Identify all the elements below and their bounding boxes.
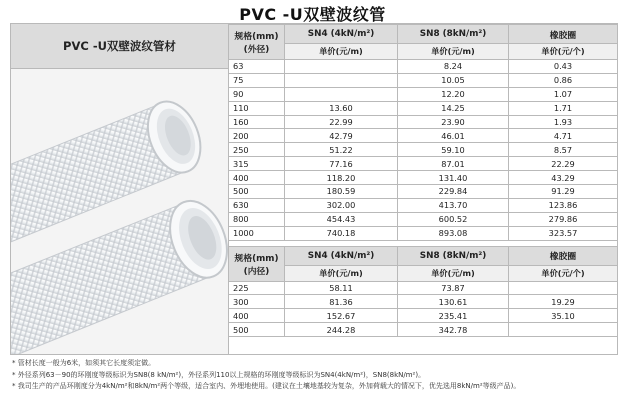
spec-cell: 160 [229, 115, 285, 129]
spec-cell: 500 [229, 323, 285, 337]
rubber-ring-price-cell: 1.07 [509, 87, 618, 101]
sn8-price-cell: 14.25 [398, 101, 509, 115]
rubber-ring-price-cell: 323.57 [509, 226, 618, 240]
sn4-price-cell: 13.60 [285, 101, 398, 115]
spec-cell: 1000 [229, 226, 285, 240]
sn8-price-cell: 73.87 [398, 281, 509, 295]
sn4-price-cell: 51.22 [285, 143, 398, 157]
inner-diameter-table [228, 246, 618, 338]
rubber-ring-price-cell: 91.29 [509, 185, 618, 199]
footnote-2: * 外径系列63－90的环刚度等级标识为SN8(8 kN/m²)，外径系列110以上规格的环刚度等级标识为SN4(4kN/m²)，SN8(8kN/m²)。 [12, 370, 426, 379]
sn4-price-cell: 118.20 [285, 171, 398, 185]
spec-cell: 500 [229, 185, 285, 199]
sn8-price-cell: 130.61 [398, 295, 509, 309]
sn4-header [285, 25, 398, 44]
spec-cell: 225 [229, 281, 285, 295]
spec-header-inner: 规格(mm) (内径) [229, 246, 285, 281]
sn4-header-inner-label: SN4 (4kN/m²) [307, 250, 375, 261]
sn8-header [398, 25, 509, 44]
price-table-panel [10, 23, 618, 355]
footnotes [12, 358, 618, 393]
rubber-ring-price-cell: 0.43 [509, 60, 618, 74]
table-row [229, 226, 618, 240]
rubber-ring-price-cell: 43.29 [509, 171, 618, 185]
sn4-price-cell: 152.67 [285, 309, 398, 323]
outer-diameter-table [228, 24, 618, 241]
sn4-price-cell: 302.00 [285, 198, 398, 212]
rubber-ring-price-cell: 22.29 [509, 157, 618, 171]
sn8-price-cell: 893.08 [398, 226, 509, 240]
rubber-ring-price-cell: 35.10 [509, 309, 618, 323]
table-row [229, 309, 618, 323]
table-row [229, 73, 618, 87]
price-tables [228, 24, 617, 337]
spec-cell: 315 [229, 157, 285, 171]
footnote-3: * 我司生产的产品环刚度分为4kN/m²和8kN/m²两个等级，适合室内、外埋地使用。(建议在土壤地基较为复杂，外加荷载大的情况下，优先选用8kN/m²等级产品)。 [12, 382, 521, 390]
rubber-ring-unit-inner: 单价(元/个) [509, 265, 618, 281]
table-row [229, 198, 618, 212]
table-row [229, 281, 618, 295]
rubber-ring-unit: 单价(元/个) [509, 44, 618, 60]
sn4-header-label: SN4 (4kN/m²) [307, 29, 375, 39]
rubber-ring-header-label: 橡胶圈 [549, 30, 577, 41]
sn8-price-cell: 87.01 [398, 157, 509, 171]
sn8-price-cell: 23.90 [398, 115, 509, 129]
table-row [229, 129, 618, 143]
product-name: PVC -U双壁波纹管材 [11, 24, 228, 69]
sn4-unit-inner: 单价(元/m) [285, 265, 398, 281]
sn8-price-cell: 10.05 [398, 73, 509, 87]
rubber-ring-price-cell: 19.29 [509, 295, 618, 309]
rubber-ring-header-inner-label: 橡胶圈 [549, 252, 577, 263]
sn4-header-inner [285, 246, 398, 265]
sn8-price-cell: 59.10 [398, 143, 509, 157]
spec-cell: 800 [229, 212, 285, 226]
sn4-unit: 单价(元/m) [285, 44, 398, 60]
spec-cell: 400 [229, 171, 285, 185]
sn8-price-cell: 131.40 [398, 171, 509, 185]
sn8-header-inner-label: SN8 (8kN/m²) [419, 250, 487, 261]
corrugated-pipe-image [11, 69, 228, 354]
table-row [229, 295, 618, 309]
spec-cell: 630 [229, 198, 285, 212]
table-row [229, 323, 618, 337]
footnote-1: * 管材长度一般为6米，如须其它长度须定做。 [12, 359, 156, 367]
table-row [229, 171, 618, 185]
rubber-ring-price-cell: 1.93 [509, 115, 618, 129]
sn8-price-cell: 235.41 [398, 309, 509, 323]
sn8-price-cell: 12.20 [398, 87, 509, 101]
sn4-price-cell [285, 73, 398, 87]
sn8-price-cell: 413.70 [398, 198, 509, 212]
rubber-ring-header-inner [509, 246, 618, 265]
spec-header: 规格(mm) (外径) [229, 25, 285, 60]
sn8-unit-inner: 单价(元/m) [398, 265, 509, 281]
sn8-unit: 单价(元/m) [398, 44, 509, 60]
table-row [229, 87, 618, 101]
sn8-price-cell: 46.01 [398, 129, 509, 143]
table-row [229, 143, 618, 157]
sn4-price-cell: 58.11 [285, 281, 398, 295]
sn4-price-cell: 22.99 [285, 115, 398, 129]
sn4-price-cell [285, 60, 398, 74]
rubber-ring-price-cell: 0.86 [509, 73, 618, 87]
spec-cell: 63 [229, 60, 285, 74]
sn4-price-cell: 454.43 [285, 212, 398, 226]
table-row [229, 212, 618, 226]
sn8-price-cell: 8.24 [398, 60, 509, 74]
spec-cell: 300 [229, 295, 285, 309]
rubber-ring-price-cell [509, 323, 618, 337]
rubber-ring-price-cell: 4.71 [509, 129, 618, 143]
spec-cell: 75 [229, 73, 285, 87]
sn4-price-cell: 77.16 [285, 157, 398, 171]
sn4-price-cell: 81.36 [285, 295, 398, 309]
sn8-header-label: SN8 (8kN/m²) [419, 29, 487, 39]
rubber-ring-header [509, 25, 618, 44]
sn4-price-cell: 42.79 [285, 129, 398, 143]
table-row [229, 157, 618, 171]
product-column [11, 24, 229, 354]
rubber-ring-price-cell: 1.71 [509, 101, 618, 115]
spec-cell: 400 [229, 309, 285, 323]
spec-cell: 250 [229, 143, 285, 157]
table-row [229, 101, 618, 115]
sn8-header-inner [398, 246, 509, 265]
rubber-ring-price-cell [509, 281, 618, 295]
sn8-price-cell: 229.84 [398, 185, 509, 199]
rubber-ring-price-cell: 279.86 [509, 212, 618, 226]
rubber-ring-price-cell: 8.57 [509, 143, 618, 157]
table-row [229, 185, 618, 199]
sn4-price-cell: 180.59 [285, 185, 398, 199]
spec-cell: 90 [229, 87, 285, 101]
spec-cell: 200 [229, 129, 285, 143]
sn8-price-cell: 600.52 [398, 212, 509, 226]
rubber-ring-price-cell: 123.86 [509, 198, 618, 212]
table-row [229, 60, 618, 74]
page-title: PVC -U双壁波纹管 [239, 5, 386, 24]
sn8-price-cell: 342.78 [398, 323, 509, 337]
sn4-price-cell: 244.28 [285, 323, 398, 337]
sn4-price-cell: 740.18 [285, 226, 398, 240]
table-row [229, 115, 618, 129]
sn4-price-cell [285, 87, 398, 101]
spec-cell: 110 [229, 101, 285, 115]
